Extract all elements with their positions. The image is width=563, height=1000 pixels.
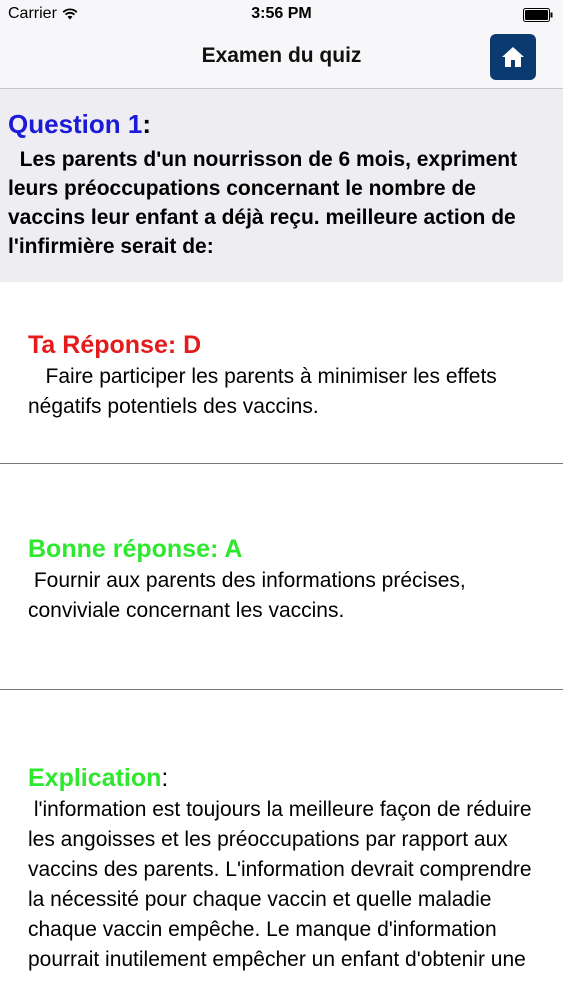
correct-answer-text: Fournir aux parents des informations précises, conviviale concernant les vaccins. — [28, 569, 472, 622]
explanation-block — [28, 764, 548, 975]
status-bar — [0, 0, 563, 30]
question-number: Question 1 — [8, 109, 143, 139]
question-section — [0, 89, 563, 282]
carrier-label: Carrier — [8, 5, 57, 22]
explanation-label: Explication — [28, 764, 162, 792]
your-answer-text: Faire participer les parents à minimiser les effets négatifs potentiels des vaccins. — [28, 365, 503, 418]
divider — [0, 689, 563, 690]
navigation-bar — [0, 30, 563, 89]
question-label — [8, 109, 151, 140]
explanation-heading — [28, 764, 548, 793]
page-title: Examen du quiz — [201, 44, 362, 67]
divider — [0, 463, 563, 464]
question-colon: : — [142, 109, 152, 139]
battery-icon — [523, 8, 553, 22]
explanation-colon: : — [161, 764, 169, 792]
your-answer-block — [28, 331, 548, 422]
question-text: Les parents d'un nourrisson de 6 mois, expriment leurs préoccupations concernant le nombre de vaccins leur enfant a déjà reçu. meilleure action de l'infirmière serait de: — [8, 148, 523, 258]
correct-answer-block — [28, 535, 548, 626]
correct-answer-heading: Bonne réponse: A — [28, 535, 243, 563]
your-answer-heading: Ta Réponse: D — [28, 331, 202, 359]
home-button[interactable] — [490, 34, 536, 80]
home-icon — [501, 46, 525, 68]
explanation-text: l'information est toujours la meilleure façon de réduire les angoisses et les préoccupations par rapport aux vaccins des parents. L'information devrait comprendre la nécessité pour chaque vaccin et quelle maladie chaque vaccin empêche. Le manque d'information pourrait inutilement empêcher un enfant d'obtenir une — [28, 798, 538, 971]
status-time: 3:56 PM — [251, 5, 312, 22]
